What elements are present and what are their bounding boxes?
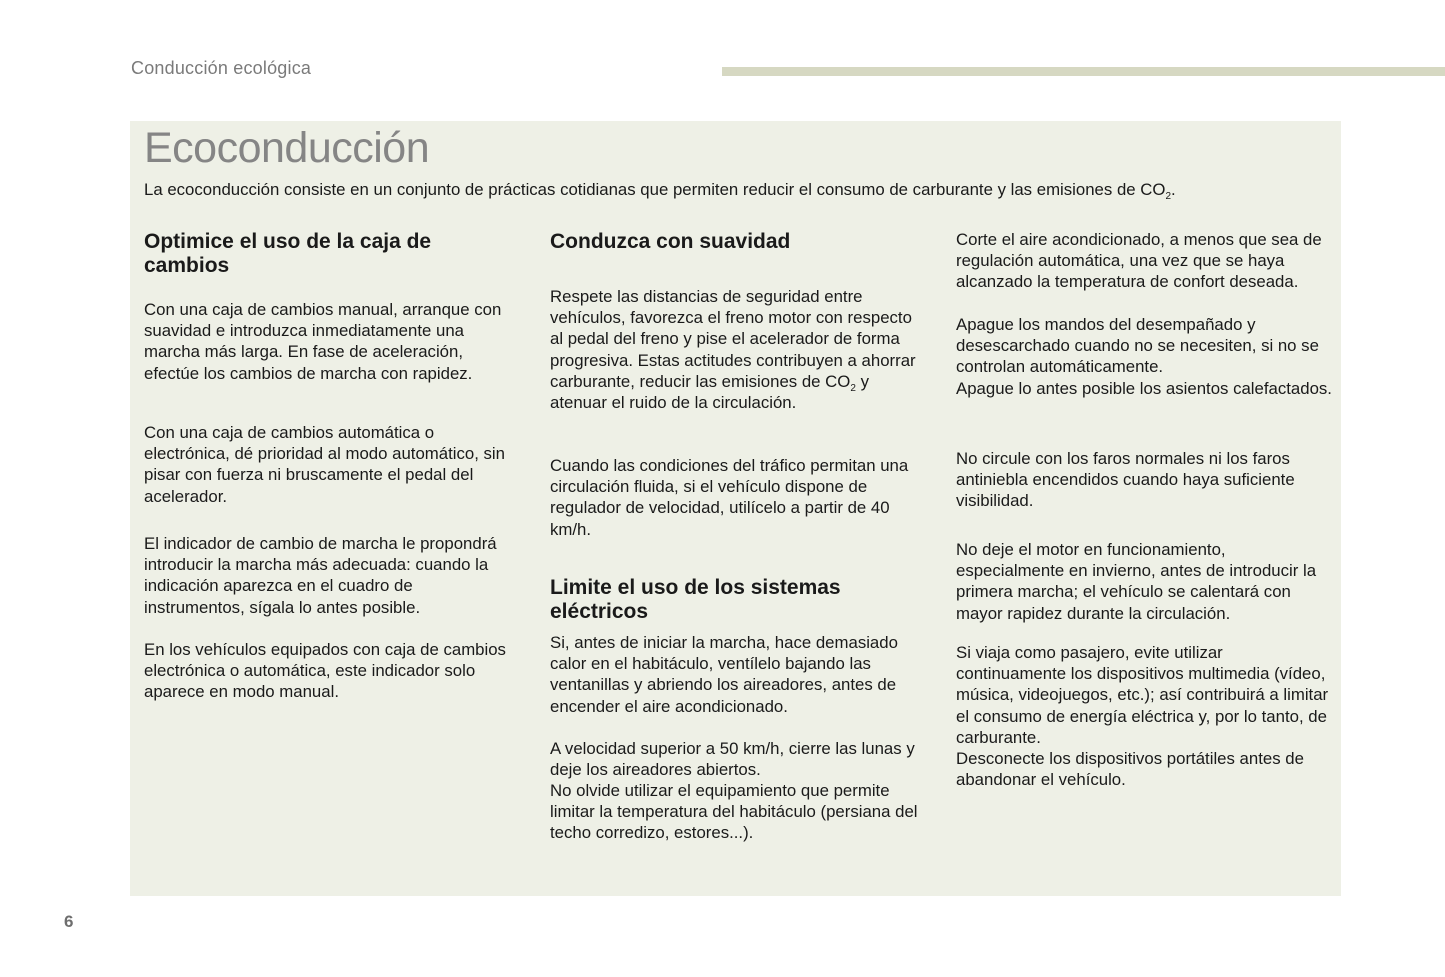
paragraph-sunshade: No olvide utilizar el equipamiento que permite limitar la temperatura del habitáculo (persiana del techo corredizo, estores...). [550,781,918,843]
heading-electrical-systems: Limite el uso de los sistemas eléctricos [550,576,841,623]
intro-text: La ecoconducción consiste en un conjunto de prácticas cotidianas que permiten reducir el consumo de carburante y las emisiones de CO [144,180,1166,199]
page-number: 6 [64,912,74,931]
page-title: Ecoconducción [144,124,430,172]
paragraph-indicator-manual-mode: En los vehículos equipados con caja de cambios electrónica o automática, este indicador solo aparece en modo manual. [144,640,506,702]
intro-end: . [1171,180,1176,199]
section-header: Conducción ecológica [131,58,312,78]
paragraph-manual-gearbox: Con una caja de cambios manual, arranque con suavidad e introduzca inmediatamente una marcha más larga. En fase de aceleración, efectúe los cambios de marcha con rapidez. [144,300,502,383]
paragraph-headlights: No circule con los faros normales ni los faros antiniebla encendidos cuando haya suficiente visibilidad. [956,449,1295,511]
paragraph-demisting: Apague los mandos del desempañado y desescarchado cuando no se necesiten, si no se controlan automáticamente. [956,315,1319,377]
paragraph-engine-idle: No deje el motor en funcionamiento, especialmente en invierno, antes de introducir la primera marcha; el vehículo se calentará con mayor rapidez durante la circulación. [956,540,1317,623]
paragraph-ventilation: Si, antes de iniciar la marcha, hace demasiado calor en el habitáculo, ventílelo bajando las ventanillas y abriendo los aireadores, antes de encender el aire acondicionado. [550,633,898,716]
paragraph-heated-seats: Apague lo antes posible los asientos calefactados. [956,379,1332,398]
safety-distance-text: Respete las distancias de seguridad entre vehículos, favorezca el freno motor con respecto al pedal del freno y pise el acelerador de forma progresiva. Estas actitudes contribuyen a ahorrar carburante, reducir las emisiones de CO [550,287,916,391]
paragraph-multimedia: Si viaja como pasajero, evite utilizar continuamente los dispositivos multimedia (vídeo, música, videojuegos, etc.); así contribuirá a limitar el consumo de energía eléctrica y, por lo tanto, de carburante. [956,643,1329,747]
paragraph-portable-devices: Desconecte los dispositivos portátiles antes de abandonar el vehículo. [956,749,1304,790]
intro-subscript: 2 [1165,191,1172,202]
paragraph-safety-distance [550,286,925,413]
intro-paragraph [144,180,1176,200]
header-rule [722,67,1445,76]
paragraph-air-conditioning: Corte el aire acondicionado, a menos que sea de regulación automática, una vez que se haya alcanzado la temperatura de confort deseada. [956,230,1322,292]
paragraph-cruise-control: Cuando las condiciones del tráfico permitan una circulación fluida, si el vehículo dispone de regulador de velocidad, utilícelo a partir de 40 km/h. [550,456,909,539]
safety-distance-text-end: y atenuar el ruido de la circulación. [550,371,869,413]
paragraph-gear-indicator: El indicador de cambio de marcha le propondrá introducir la marcha más adecuada: cuando la indicación aparezca en el cuadro de instrumentos, sígala lo antes posible. [144,534,497,617]
paragraph-automatic-gearbox: Con una caja de cambios automática o electrónica, dé prioridad al modo automático, sin pisar con fuerza ni bruscamente el pedal del acelerador. [144,423,505,506]
paragraph-high-speed-windows: A velocidad superior a 50 km/h, cierre las lunas y deje los aireadores abiertos. [550,739,915,780]
heading-gearbox: Optimice el uso de la caja de cambios [144,230,432,277]
co2-subscript: 2 [850,382,856,394]
heading-smooth-driving: Conduzca con suavidad [550,230,791,253]
